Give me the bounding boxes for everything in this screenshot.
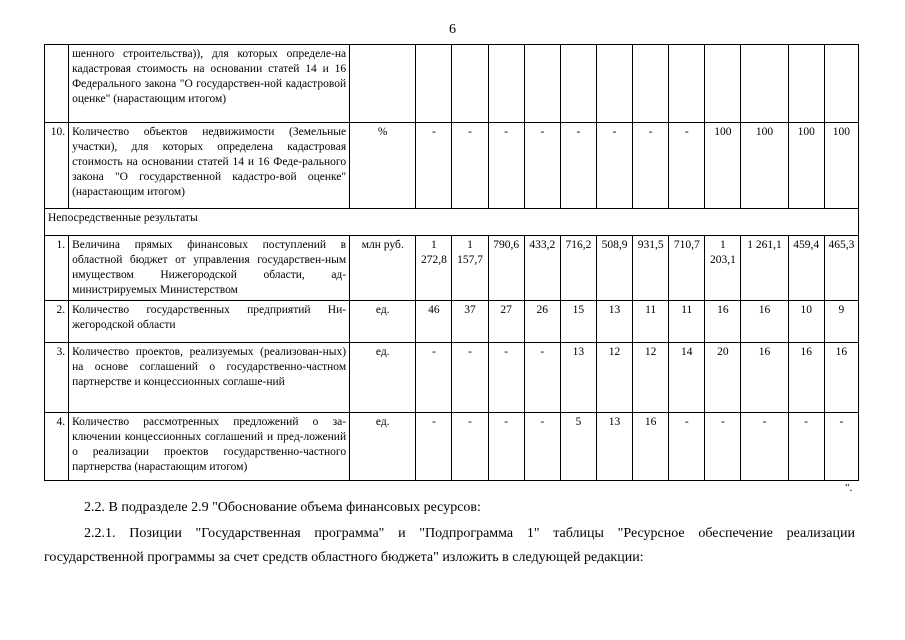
- table-row: [45, 236, 859, 301]
- value-cell: [560, 45, 596, 123]
- value-cell: -: [416, 413, 452, 481]
- indicators-table: [44, 44, 859, 481]
- value-cell: 13: [560, 343, 596, 413]
- page-number: 6: [449, 22, 456, 37]
- value-cell: 16: [788, 343, 824, 413]
- value-cell: -: [633, 123, 669, 209]
- row-number: 3.: [45, 343, 69, 413]
- value-cell: 12: [596, 343, 632, 413]
- value-cell: 100: [824, 123, 858, 209]
- value-cell: -: [560, 123, 596, 209]
- row-number: 4.: [45, 413, 69, 481]
- value-cell: -: [524, 343, 560, 413]
- value-cell: -: [596, 123, 632, 209]
- value-cell: 16: [741, 343, 788, 413]
- value-cell: -: [824, 413, 858, 481]
- value-cell: -: [788, 413, 824, 481]
- value-cell: -: [452, 343, 488, 413]
- closing-quote: ".: [845, 482, 853, 494]
- value-cell: 931,5: [633, 236, 669, 301]
- unit-cell: %: [350, 123, 416, 209]
- value-cell: 27: [488, 301, 524, 343]
- value-cell: [633, 45, 669, 123]
- value-cell: 9: [824, 301, 858, 343]
- value-cell: -: [452, 413, 488, 481]
- value-cell: [741, 45, 788, 123]
- value-cell: [788, 45, 824, 123]
- unit-cell: [350, 45, 416, 123]
- indicator-name: Величина прямых финансовых поступлений в областной бюджет от управления государствен-ным имуществом Нижегородской области, ад-министрируемых Министерством: [69, 236, 350, 301]
- value-cell: 26: [524, 301, 560, 343]
- value-cell: 16: [633, 413, 669, 481]
- value-cell: 465,3: [824, 236, 858, 301]
- value-cell: 508,9: [596, 236, 632, 301]
- value-cell: [524, 45, 560, 123]
- value-cell: 100: [788, 123, 824, 209]
- value-cell: -: [416, 123, 452, 209]
- value-cell: 790,6: [488, 236, 524, 301]
- unit-cell: ед.: [350, 413, 416, 481]
- value-cell: 100: [705, 123, 741, 209]
- value-cell: -: [488, 123, 524, 209]
- value-cell: 16: [824, 343, 858, 413]
- value-cell: -: [488, 343, 524, 413]
- value-cell: 46: [416, 301, 452, 343]
- indicator-name: Количество объектов недвижимости (Земельные участки), для которых определена кадастровая стоимость на основании статей 14 и 16 Феде-рального закона "О государственной кадастро-вой оценке" (нарастающим итогом): [69, 123, 350, 209]
- value-cell: -: [669, 123, 705, 209]
- value-cell: 16: [705, 301, 741, 343]
- value-cell: [488, 45, 524, 123]
- value-cell: 459,4: [788, 236, 824, 301]
- paragraph-2-2-1: 2.2.1. Позиции "Государственная программа" и "Подпрограмма 1" таблицы "Ресурсное обеспечение реализации государственной программы за счет средств областного бюджета" изложить в следующей редакции:: [44, 526, 855, 565]
- value-cell: -: [524, 413, 560, 481]
- value-cell: 1 157,7: [452, 236, 488, 301]
- value-cell: 13: [596, 301, 632, 343]
- paragraph-2-2: 2.2. В подразделе 2.9 "Обоснование объема финансовых ресурсов:: [84, 500, 481, 515]
- value-cell: 13: [596, 413, 632, 481]
- row-number: [45, 45, 69, 123]
- indicator-name: Количество государственных предприятий Ни-жегородской области: [69, 301, 350, 343]
- table-row: [45, 45, 859, 123]
- value-cell: [669, 45, 705, 123]
- value-cell: 5: [560, 413, 596, 481]
- unit-cell: млн руб.: [350, 236, 416, 301]
- value-cell: [705, 45, 741, 123]
- row-number: 10.: [45, 123, 69, 209]
- value-cell: 710,7: [669, 236, 705, 301]
- value-cell: 12: [633, 343, 669, 413]
- table-row: [45, 301, 859, 343]
- unit-cell: ед.: [350, 301, 416, 343]
- value-cell: 716,2: [560, 236, 596, 301]
- value-cell: 16: [741, 301, 788, 343]
- value-cell: -: [452, 123, 488, 209]
- table-row: [45, 123, 859, 209]
- value-cell: 1 203,1: [705, 236, 741, 301]
- indicator-name: Количество проектов, реализуемых (реализован-ных) на основе соглашений о государственно-частном партнерстве и концессионных соглаше-ний: [69, 343, 350, 413]
- value-cell: 20: [705, 343, 741, 413]
- value-cell: 100: [741, 123, 788, 209]
- value-cell: 15: [560, 301, 596, 343]
- value-cell: 1 272,8: [416, 236, 452, 301]
- value-cell: 10: [788, 301, 824, 343]
- value-cell: -: [416, 343, 452, 413]
- table-row: [45, 413, 859, 481]
- row-number: 2.: [45, 301, 69, 343]
- value-cell: [452, 45, 488, 123]
- value-cell: 433,2: [524, 236, 560, 301]
- value-cell: -: [669, 413, 705, 481]
- value-cell: [824, 45, 858, 123]
- value-cell: [596, 45, 632, 123]
- value-cell: 37: [452, 301, 488, 343]
- value-cell: 1 261,1: [741, 236, 788, 301]
- section-title: Непосредственные результаты: [45, 209, 859, 236]
- value-cell: -: [488, 413, 524, 481]
- value-cell: [416, 45, 452, 123]
- value-cell: -: [705, 413, 741, 481]
- indicator-name: шенного строительства)), для которых определе-на кадастровая стоимость на основании статей 14 и 16 Федерального закона "О государствен-ной кадастровой оценке" (нарастающим итогом): [69, 45, 350, 123]
- unit-cell: ед.: [350, 343, 416, 413]
- value-cell: 14: [669, 343, 705, 413]
- value-cell: -: [741, 413, 788, 481]
- row-number: 1.: [45, 236, 69, 301]
- table-section-row: [45, 209, 859, 236]
- value-cell: 11: [633, 301, 669, 343]
- value-cell: 11: [669, 301, 705, 343]
- value-cell: -: [524, 123, 560, 209]
- indicator-name: Количество рассмотренных предложений о за-ключении концессионных соглашений и пред-ложений о реализации проектов государственно-частного партнерства (нарастающим итогом): [69, 413, 350, 481]
- table-row: [45, 343, 859, 413]
